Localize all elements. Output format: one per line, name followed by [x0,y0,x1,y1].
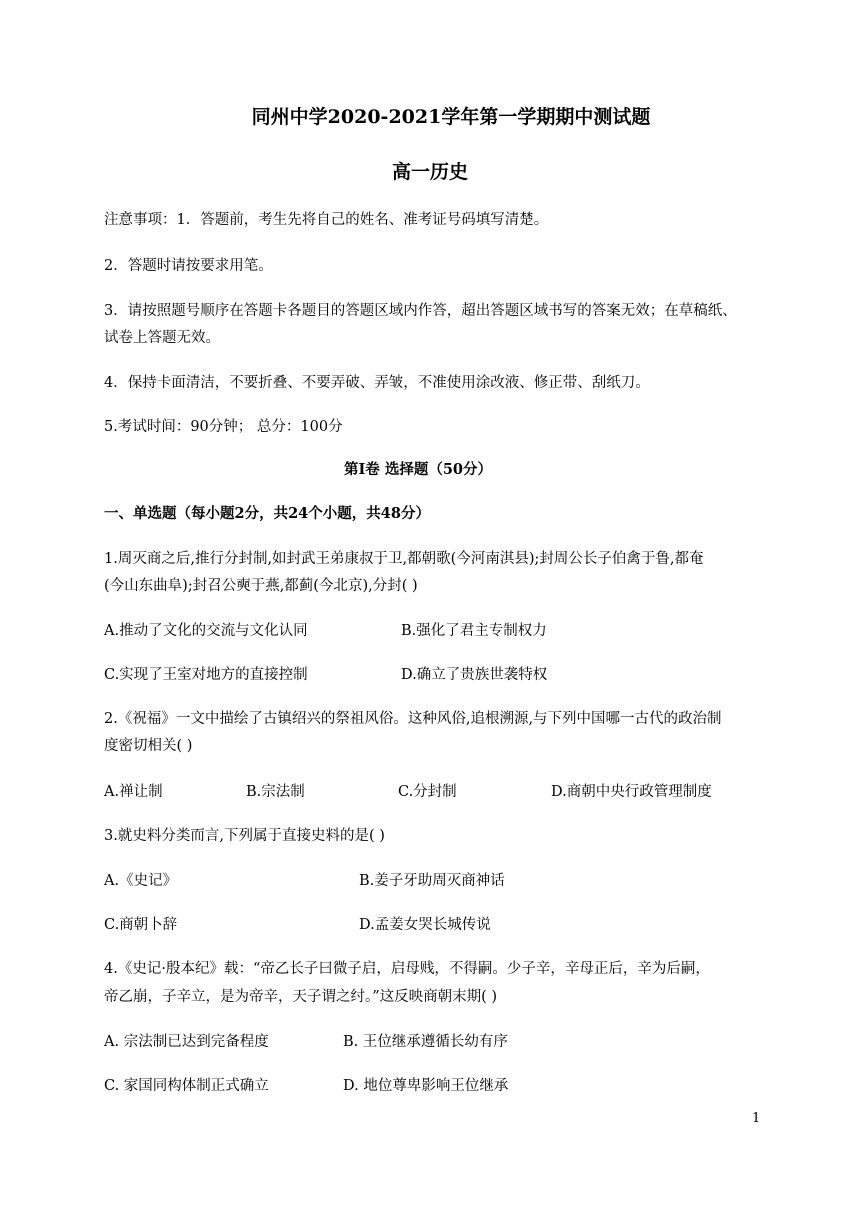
question-1-line-1: 1.周灭商之后,推行分封制,如封武王弟康叔于卫,都朝歌(今河南淇县);封周公长子伯禽于鲁,都奄 [104,551,704,567]
question-3-option-a: A.《史记》 [104,873,178,889]
question-1-option-c: C.实现了王室对地方的直接控制 [104,667,308,683]
question-2-option-a: A.禅让制 [104,784,163,800]
note-4: 4．保持卡面清洁，不要折叠、不要弄破、弄皱，不准使用涂改液、修正带、刮纸刀。 [104,375,650,391]
note-3-line-1: 3．请按照题号顺序在答题卡各题目的答题区域内作答，超出答题区域书写的答案无效；在草稿纸、 [104,303,737,319]
question-1-option-d: D.确立了贵族世袭特权 [401,667,548,683]
note-3-line-2: 试卷上答题无效。 [104,330,220,346]
question-4-option-c: C. 家国同构体制正式确立 [104,1078,269,1094]
question-3-option-b: B.姜子牙助周灭商神话 [359,873,505,889]
question-3-option-c: C.商朝卜辞 [104,917,178,933]
note-2: 2．答题时请按要求用笔。 [104,258,273,274]
question-1-line-2: (今山东曲阜);封召公奭于燕,都蓟(今北京),分封( ) [104,578,418,594]
section-heading: 第Ⅰ卷 选择题（50分） [344,461,493,478]
question-1-option-a: A.推动了文化的交流与文化认同 [104,623,308,639]
question-3-option-d: D.孟姜女哭长城传说 [359,917,491,933]
page-number: 1 [752,1111,761,1126]
question-4-option-b: B. 王位继承遵循长幼有序 [343,1034,508,1050]
question-2-option-c: C.分封制 [398,784,457,800]
question-2-option-b: B.宗法制 [246,784,305,800]
note-1: 注意事项：1．答题前，考生先将自己的姓名、准考证号码填写清楚。 [104,212,549,228]
part-heading: 一、单选题（每小题2分，共24个小题，共48分） [104,505,430,522]
question-2-line-2: 度密切相关( ) [104,738,193,754]
question-4-line-1: 4.《史记·殷本纪》载：“帝乙长子曰微子启，启母贱，不得嗣。少子辛，辛母正后，辛为后嗣， [104,961,710,977]
question-1-option-b: B.强化了君主专制权力 [401,623,547,639]
exam-subject: 高一历史 [391,161,468,183]
question-2-option-d: D.商朝中央行政管理制度 [551,784,712,800]
question-4-option-a: A. 宗法制已达到完备程度 [104,1034,269,1050]
question-3: 3.就史料分类而言,下列属于直接史料的是( ) [104,828,385,844]
question-4-line-2: 帝乙崩，子辛立，是为帝辛，天子谓之纣。”这反映商朝末期( ) [104,989,498,1005]
question-2-line-1: 2.《祝福》一文中描绘了古镇绍兴的祭祖风俗。这种风俗,追根溯源,与下列中国哪一古代的政治制 [104,711,722,727]
note-5: 5.考试时间：90分钟； 总分：100分 [104,419,343,435]
exam-title: 同州中学2020-2021学年第一学期期中测试题 [251,106,651,128]
question-4-option-d: D. 地位尊卑影响王位继承 [343,1078,509,1094]
